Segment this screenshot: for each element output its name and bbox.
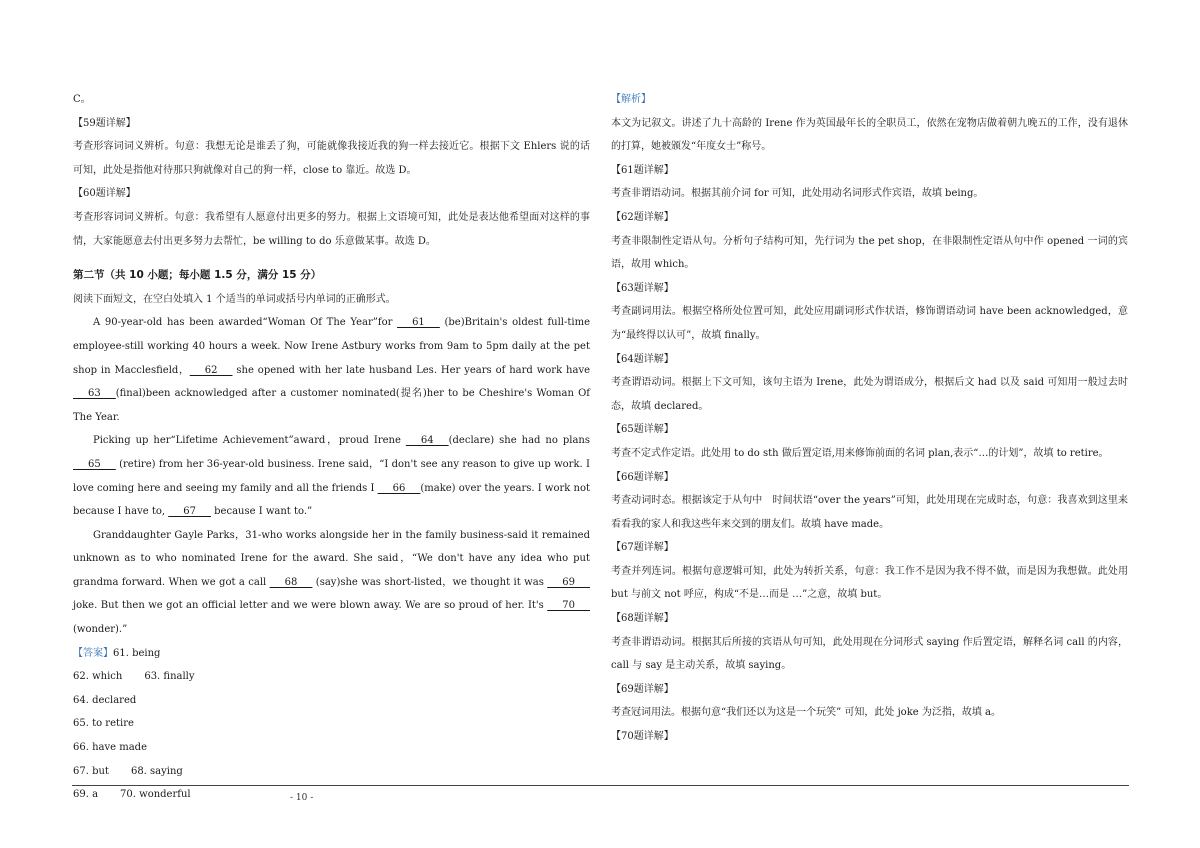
q69-heading: 【69题详解】 [611, 683, 674, 695]
q70-heading: 【70题详解】 [611, 731, 674, 743]
q59-explanation: 考查形容词词义辨析。句意：我想无论是谁丢了狗，可能就像我接近我的狗一样去接近它。根据下文 Ehlers 说的话可知，此处是指他对待那只狗就像对自己的狗一样，close to 靠近。故选 D。 [73, 141, 590, 176]
answer-66: 66. have made [73, 742, 147, 754]
right-column [611, 88, 1128, 749]
q65-explanation: 考查不定式作定语。此处用 to do sth 做后置定语,用来修饰前面的名词 plan,表示“…的计划”，故填 to retire。 [611, 447, 1109, 459]
blank-63: ___63___ [73, 388, 116, 400]
passage-paragraph-1: A 90-year-old has been awarded“Woman Of The Year”for ___61___ (be)Britain's oldest full-time employee-still working 40 hours a week. Now Irene Astbury works from 9am to 5pm daily at the pet shop in Macclesfield，___62___ she opened with her late husband Les. Her years of hard work have ___63___(final)been acknowledged after a customer nominated(提名)her to be Cheshire's Woman Of The Year. [73, 317, 591, 423]
answer-62: 62. which [73, 671, 123, 683]
q64-heading: 【64题详解】 [611, 353, 674, 365]
footer-divider [72, 785, 1129, 786]
answer-row-2 [73, 665, 590, 689]
q61-explanation: 考查非谓语动词。根据其前介词 for 可知，此处用动名词形式作宾语，故填 being。 [611, 188, 984, 200]
blank-65: ___65___ [73, 458, 116, 470]
q60-explanation: 考查形容词词义辨析。句意：我希望有人愿意付出更多的努力。根据上文语境可知，此处是表达他希望面对这样的事情，大家能愿意去付出更多努力去帮忙，be willing to do 乐意做某事。故选 D。 [73, 211, 590, 247]
q62-heading: 【62题详解】 [611, 211, 674, 223]
answer-68: 68. saying [130, 765, 183, 777]
blank-64: ___64___ [405, 435, 449, 447]
q68-explanation: 考查非谓语动词。根据其后所接的宾语从句可知，此处用现在分词形式 saying 作后置定语，解释名词 call 的内容，call 与 say 是主动关系，故填 saying。 [611, 636, 1128, 672]
q60-heading: 【60题详解】 [73, 188, 136, 200]
q65-heading: 【65题详解】 [611, 424, 674, 436]
q68-heading: 【68题详解】 [611, 613, 674, 625]
analysis-tag: 【解析】 [611, 94, 651, 105]
q63-heading: 【63题详解】 [611, 282, 674, 294]
q61-heading: 【61题详解】 [611, 164, 674, 176]
answer-row-6 [73, 760, 590, 784]
passage-paragraph-3: Granddaughter Gayle Parks，31-who works alongside her in the family business-said it remained unknown as to who nominated Irene for the award. She said，“We don't have any idea who put grandma forward. When we got a call ___68___ (say)she was short-listed，we thought it was ___69___ joke. But then we got an official letter and we were blown away. We are so proud of her. It's ___70___ (wonder).” [73, 529, 590, 636]
blank-70: ___70___ [547, 600, 590, 612]
answer-70: 70. wonderful [120, 789, 191, 801]
page-number: - 10 - [290, 793, 314, 803]
q64-explanation: 考查谓语动词。根据上下文可知，该句主语为 Irene，此处为谓语成分，根据后文 had 以及 said 可知用一般过去时态，故填 declared。 [611, 377, 1128, 412]
section-title: 第二节（共 10 小题；每小题 1.5 分，满分 15 分） [73, 269, 322, 282]
q62-explanation: 考查非限制性定语从句。分析句子结构可知，先行词为 the pet shop，在非限制性定语从句中作 opened 一词的宾语，故用 which。 [611, 235, 1128, 271]
q67-explanation: 考查并列连词。根据句意逻辑可知，此处为转折关系，句意：我工作不是因为我不得不做，而是因为我想做。此处用 but 与前文 not 呼应，构成“不是…而是 …”之意，故填 but。 [611, 565, 1128, 601]
blank-62: ___62___ [189, 364, 233, 376]
answer-tag: 【答案】 [73, 647, 113, 659]
analysis-intro: 本文为记叙文。讲述了九十高龄的 Irene 作为英国最年长的全职员工，依然在宠物店做着朝九晚五的工作，没有退休的打算，她被颁发“年度女士”称号。 [611, 117, 1128, 153]
q66-explanation: 考查动词时态。根据该定于从句中 时间状语“over the years”可知，此处用现在完成时态，句意：我喜欢到这里来看看我的家人和我这些年来交到的朋友们。故填 have made。 [611, 495, 1128, 530]
left-column [73, 88, 590, 807]
answer-c-text: C。 [73, 94, 91, 105]
answer-64: 64. declared [73, 694, 137, 706]
answer-69: 69. a [73, 789, 99, 801]
q63-explanation: 考查副词用法。根据空格所处位置可知，此处应用副词形式作状语，修饰谓语动词 have been acknowledged，意为“最终得以认可”，故填 finally。 [611, 306, 1128, 341]
answer-63: 63. finally [144, 671, 195, 683]
answer-61: 61. being [113, 647, 161, 659]
blank-66: ___66___ [377, 482, 421, 494]
blank-61: ___61___ [397, 317, 440, 329]
blank-67: ___67___ [168, 506, 211, 518]
passage-paragraph-2: Picking up her“Lifetime Achievement”award，proud Irene ___64___(declare) she had no plans ___65___ (retire) from her 36-year-old business. Irene said，“I don't see any reason to give up work. I love coming here and seeing my family and all the friends I ___66___(make) over the years. I work not because I have to, ___67___ because I want to.” [73, 435, 590, 518]
blank-68: ___68___ [269, 576, 313, 588]
q66-heading: 【66题详解】 [611, 471, 674, 483]
answer-row-1 [73, 642, 590, 666]
blank-69: ___69___ [547, 576, 590, 588]
instructions: 阅读下面短文，在空白处填入 1 个适当的单词或括号内单词的正确形式。 [73, 293, 396, 305]
answer-row-7 [73, 783, 590, 807]
q67-heading: 【67题详解】 [611, 542, 674, 554]
q59-heading: 【59题详解】 [73, 117, 136, 129]
answer-67: 67. but [73, 765, 109, 777]
answer-65: 65. to retire [73, 718, 134, 730]
q69-explanation: 考查冠词用法。根据句意“我们还以为这是一个玩笑” 可知，此处 joke 为泛指，故填 a。 [611, 707, 1001, 719]
